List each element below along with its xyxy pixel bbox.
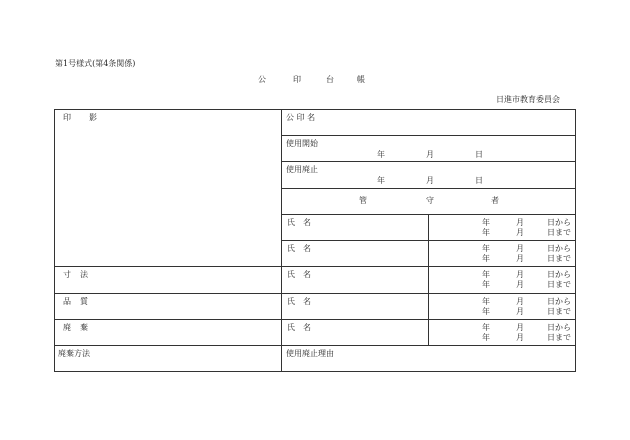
table-border-bottom — [54, 371, 576, 372]
row-divider — [281, 188, 576, 189]
row-divider — [54, 293, 576, 294]
row-divider — [281, 135, 576, 136]
disposal-reason-label: 使用廃止理由 — [286, 349, 334, 358]
disposal-method-label: 廃棄方法 — [58, 349, 90, 358]
row-divider — [54, 266, 576, 267]
row-divider — [281, 161, 576, 162]
use-end-label: 使用廃止 — [286, 165, 318, 174]
form-number: 第1号様式(第4条関係) — [55, 59, 136, 68]
table-border-left — [54, 109, 55, 372]
custodian-column-divider — [428, 214, 429, 346]
issuer: 日進市教育委員会 — [496, 95, 560, 104]
table-border-top — [54, 109, 576, 110]
seal-name-label: 公 印 名 — [286, 113, 316, 122]
row-divider — [54, 319, 576, 320]
row-divider — [54, 345, 576, 346]
use-start-label: 使用開始 — [286, 139, 318, 148]
